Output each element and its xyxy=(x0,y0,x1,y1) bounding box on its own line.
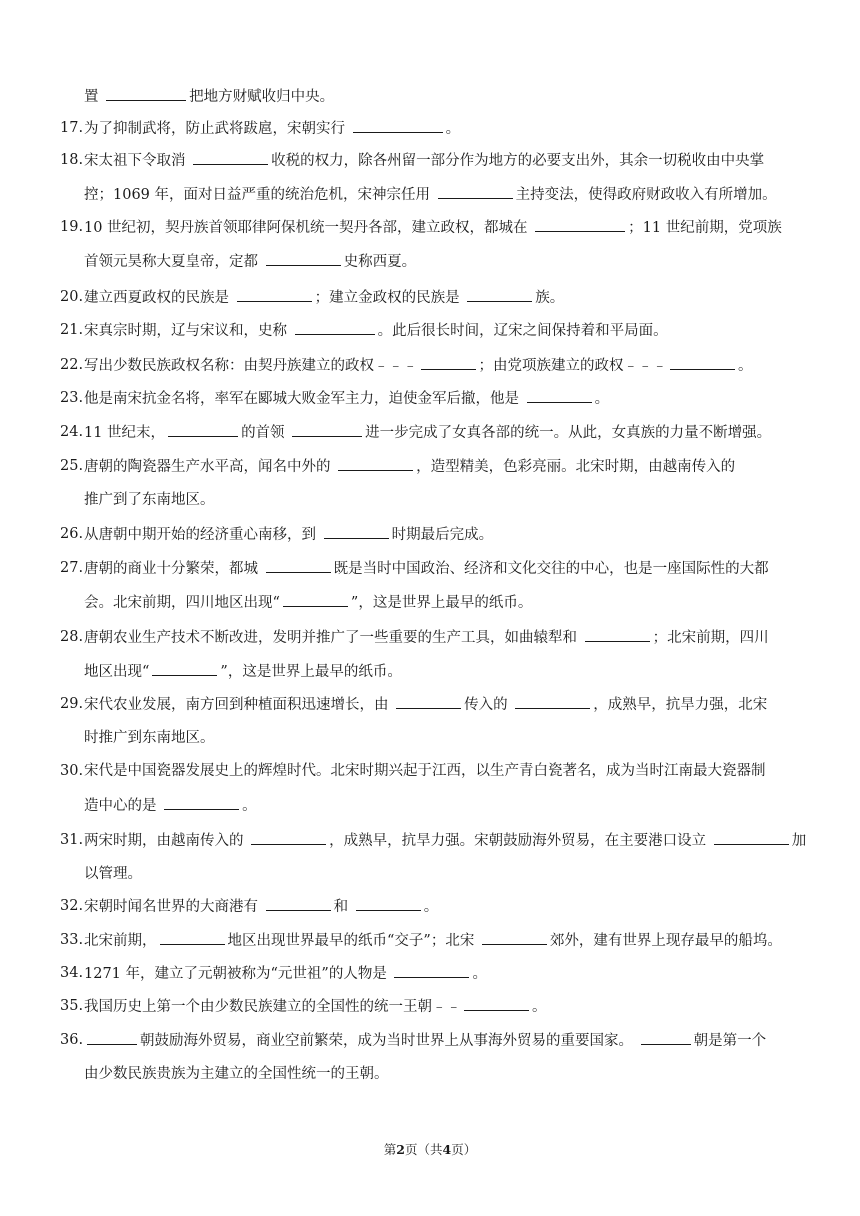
text-segment: 唐朝的陶瓷器生产水平高，闻名中外的 xyxy=(84,459,336,475)
text-segment: 时推广到东南地区。 xyxy=(84,730,215,746)
text-segment: 郊外，建有世界上现存最早的船坞。 xyxy=(549,933,782,949)
question-text xyxy=(84,251,416,272)
answer-blank[interactable] xyxy=(237,287,312,302)
question-text xyxy=(84,217,782,238)
answer-blank[interactable] xyxy=(527,388,592,403)
text-segment: ，造型精美，色彩亮丽。北宋时期，由越南传入的 xyxy=(416,459,736,475)
question-text xyxy=(84,728,215,748)
text-segment: 史称西夏。 xyxy=(343,254,417,270)
question-number: 31. xyxy=(60,832,84,848)
text-segment: 宋代是中国瓷器发展史上的辉煌时代。北宋时期兴起于江西，以生产青白瓷著名，成为当时江南最大瓷器制 xyxy=(84,763,766,779)
answer-blank[interactable] xyxy=(353,118,443,133)
text-segment: 唐朝的商业十分繁荣，都城 xyxy=(84,561,263,577)
question-text xyxy=(84,184,777,205)
answer-blank[interactable] xyxy=(324,524,389,539)
text-segment: 两宋时期，由越南传入的 xyxy=(84,833,249,849)
text-segment: 由少数民族贵族为主建立的全国性统一的王朝。 xyxy=(84,1066,389,1082)
text-segment: 推广到了东南地区。 xyxy=(84,492,215,508)
text-segment: ；由党项族建立的政权﹣﹣﹣ xyxy=(478,358,667,374)
question-number: 36. xyxy=(60,1032,84,1048)
question-text xyxy=(84,795,257,816)
answer-blank[interactable] xyxy=(515,694,590,709)
question-text xyxy=(84,320,668,341)
text-segment: ”，这是世界上最早的纸币。 xyxy=(350,595,533,611)
text-segment: 会。北宋前期，四川地区出现“ xyxy=(84,595,280,611)
question-text xyxy=(84,761,766,781)
text-segment: 唐朝农业生产技术不断改进，发明并推广了一些重要的生产工具，如曲辕犁和 xyxy=(84,630,582,646)
text-segment: 和 xyxy=(333,899,353,915)
question-number: 18. xyxy=(60,152,84,168)
text-segment: ”，这是世界上最早的纸币。 xyxy=(220,664,402,680)
answer-blank[interactable] xyxy=(266,558,331,573)
answer-blank[interactable] xyxy=(585,627,650,642)
question-number: 25. xyxy=(60,458,84,474)
question-text xyxy=(84,1064,389,1084)
text-segment: 从唐朝中期开始的经济重心南移，到 xyxy=(84,527,321,543)
question-text xyxy=(84,118,460,139)
answer-blank[interactable] xyxy=(168,422,238,437)
text-segment: 地区出现世界最早的纸币“交子”；北宋 xyxy=(227,933,479,949)
text-segment: 10 世纪初，契丹族首领耶律阿保机统一契丹各部，建立政权，都城在 xyxy=(84,220,533,236)
question-text xyxy=(84,963,487,984)
text-segment: ；建立金政权的民族是 xyxy=(314,290,465,306)
text-segment: 朝是第一个 xyxy=(693,1033,767,1049)
answer-blank[interactable] xyxy=(438,184,513,199)
text-segment: 朝鼓励海外贸易，商业空前繁荣，成为当时世界上从事海外贸易的重要国家。 xyxy=(140,1033,638,1049)
question-text xyxy=(84,558,769,579)
question-text xyxy=(84,864,142,884)
question-number: 22. xyxy=(60,357,84,373)
answer-blank[interactable] xyxy=(106,86,186,101)
question-text xyxy=(84,627,769,648)
question-text xyxy=(84,388,609,409)
question-text xyxy=(84,86,334,107)
answer-blank[interactable] xyxy=(421,355,476,370)
text-segment: 加 xyxy=(791,833,807,849)
answer-blank[interactable] xyxy=(482,930,547,945)
text-segment: ；北宋前期，四川 xyxy=(652,630,769,646)
text-segment: ；11 世纪前期，党项族 xyxy=(628,220,782,236)
answer-blank[interactable] xyxy=(193,150,268,165)
question-text xyxy=(84,150,764,171)
text-segment: 的首领 xyxy=(241,425,290,441)
question-number: 26. xyxy=(60,526,84,542)
question-number: 28. xyxy=(60,629,84,645)
question-text xyxy=(84,930,782,951)
question-text xyxy=(84,592,532,613)
text-segment: 。 xyxy=(423,899,439,915)
text-segment: 首领元昊称大夏皇帝，定都 xyxy=(84,254,263,270)
text-segment: 。 xyxy=(532,999,547,1015)
question-text xyxy=(84,456,735,477)
question-number: 30. xyxy=(60,763,84,779)
text-segment: ，成熟早，抗旱力强，北宋 xyxy=(593,697,768,713)
question-number: 24. xyxy=(60,424,84,440)
question-text xyxy=(84,1030,766,1051)
text-segment: 写出少数民族政权名称：由契丹族建立的政权﹣﹣﹣ xyxy=(84,358,418,374)
answer-blank[interactable] xyxy=(356,896,421,911)
text-segment: 为了抑制武将，防止武将跋扈，宋朝实行 xyxy=(84,121,350,137)
answer-blank[interactable] xyxy=(670,355,735,370)
text-segment: 既是当时中国政治、经济和文化交往的中心，也是一座国际性的大都 xyxy=(333,561,769,577)
text-segment: 进一步完成了女真各部的统一。从此，女真族的力量不断增强。 xyxy=(365,425,772,441)
text-segment: 他是南宋抗金名将，率军在郾城大败金军主力，迫使金军后撤，他是 xyxy=(84,391,524,407)
answer-blank[interactable] xyxy=(535,217,625,232)
text-segment: 控；1069 年，面对日益严重的统治危机，宋神宗任用 xyxy=(84,187,435,203)
question-number: 35. xyxy=(60,998,84,1014)
question-text xyxy=(84,355,753,376)
question-text xyxy=(84,661,402,682)
answer-blank[interactable] xyxy=(152,661,217,676)
answer-blank[interactable] xyxy=(266,251,341,266)
question-text xyxy=(84,422,771,443)
text-segment: 1271 年，建立了元朝被称为“元世祖”的人物是 xyxy=(84,966,392,982)
question-text xyxy=(84,524,493,545)
text-segment: 。此后很长时间，辽宋之间保持着和平局面。 xyxy=(377,323,668,339)
question-number: 29. xyxy=(60,696,84,712)
answer-blank[interactable] xyxy=(394,963,469,978)
question-text xyxy=(84,896,438,917)
answer-blank[interactable] xyxy=(266,896,331,911)
question-text xyxy=(84,490,215,510)
answer-blank[interactable] xyxy=(295,320,375,335)
text-segment: 置 xyxy=(84,89,104,105)
text-segment: 宋代农业发展，南方回到种植面积迅速增长，由 xyxy=(84,697,394,713)
question-number: 20. xyxy=(60,289,84,305)
answer-blank[interactable] xyxy=(641,1030,691,1045)
answer-blank[interactable] xyxy=(396,694,461,709)
answer-blank[interactable] xyxy=(338,456,413,471)
question-number: 17. xyxy=(60,120,84,136)
answer-blank[interactable] xyxy=(464,996,529,1011)
question-number: 19. xyxy=(60,219,84,235)
text-segment: 宋朝时闻名世界的大商港有 xyxy=(84,899,263,915)
question-text xyxy=(84,287,564,308)
text-segment: 地区出现“ xyxy=(84,664,150,680)
text-segment: 北宋前期， xyxy=(84,933,157,949)
page-footer: 第2页（共4页） xyxy=(383,1142,477,1157)
text-segment: 。 xyxy=(472,966,487,982)
question-text xyxy=(84,996,547,1017)
question-text xyxy=(84,694,767,715)
text-segment: 11 世纪末， xyxy=(84,425,166,441)
answer-blank[interactable] xyxy=(87,1030,137,1045)
text-segment: 以管理。 xyxy=(84,866,142,882)
question-number: 27. xyxy=(60,560,84,576)
question-text xyxy=(84,830,806,851)
question-number: 32. xyxy=(60,898,84,914)
text-segment: 传入的 xyxy=(464,697,513,713)
text-segment: ，成熟早，抗旱力强。宋朝鼓励海外贸易，在主要港口设立 xyxy=(329,833,711,849)
answer-blank[interactable] xyxy=(292,422,362,437)
question-number: 34. xyxy=(60,965,84,981)
answer-blank[interactable] xyxy=(164,795,239,810)
answer-blank[interactable] xyxy=(283,592,348,607)
question-number: 23. xyxy=(60,390,84,406)
answer-blank[interactable] xyxy=(251,830,326,845)
text-segment: 我国历史上第一个由少数民族建立的全国性的统一王朝﹣﹣ xyxy=(84,999,461,1015)
text-segment: 主持变法，使得政府财政收入有所增加。 xyxy=(515,187,777,203)
text-segment: 宋真宗时期，辽与宋议和，史称 xyxy=(84,323,292,339)
answer-blank[interactable] xyxy=(160,930,225,945)
text-segment: 收税的权力，除各州留一部分作为地方的必要支出外，其余一切税收由中央掌 xyxy=(271,153,765,169)
question-number: 21. xyxy=(60,322,84,338)
text-segment: 。 xyxy=(445,121,461,137)
text-segment: 时期最后完成。 xyxy=(391,527,494,543)
question-number: 33. xyxy=(60,932,84,948)
text-segment: 建立西夏政权的民族是 xyxy=(84,290,234,306)
text-segment: 族。 xyxy=(535,290,565,306)
answer-blank[interactable] xyxy=(714,830,789,845)
text-segment: 。 xyxy=(738,358,753,374)
text-segment: 造中心的是 xyxy=(84,798,162,814)
text-segment: 宋太祖下令取消 xyxy=(84,153,191,169)
text-segment: 。 xyxy=(594,391,610,407)
answer-blank[interactable] xyxy=(467,287,532,302)
text-segment: 把地方财赋收归中央。 xyxy=(189,89,335,105)
text-segment: 。 xyxy=(242,798,257,814)
